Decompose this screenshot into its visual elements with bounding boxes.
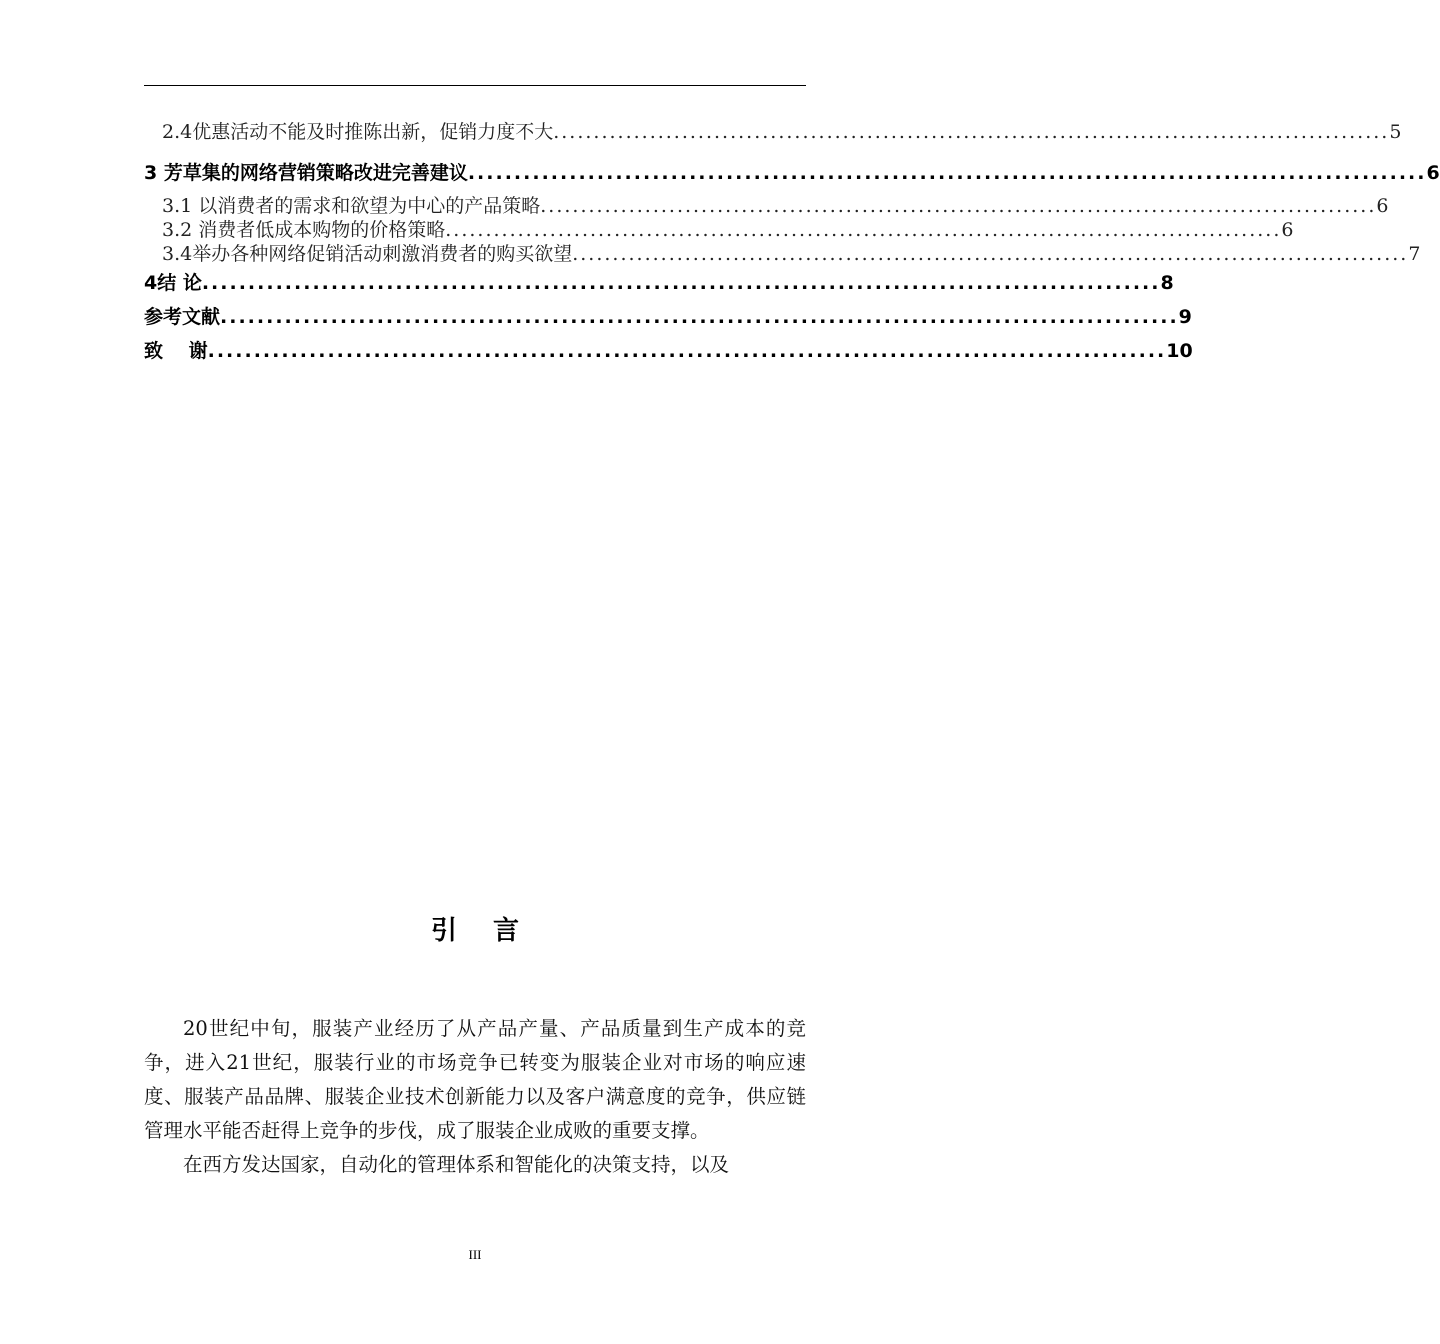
- toc-entry[interactable]: [144, 120, 1402, 144]
- toc-entry[interactable]: [144, 266, 1174, 300]
- section-heading: 引言: [430, 916, 555, 946]
- toc-entry-page: 5: [1389, 121, 1402, 143]
- toc-entry-page: 6: [1281, 219, 1294, 241]
- table-of-contents: [144, 120, 1440, 368]
- toc-entry-label: 3.4举办各种网络促销活动刺激消费者的购买欲望: [162, 243, 573, 265]
- page-number: III: [468, 1247, 482, 1262]
- toc-leader-dots: ........................................................................................................: [553, 121, 1390, 143]
- toc-leader-dots: ........................................................................................................: [467, 162, 1427, 184]
- toc-entry[interactable]: [144, 156, 1440, 190]
- toc-entry-page: 6: [1426, 162, 1440, 184]
- section-body: [144, 1012, 806, 1182]
- body-paragraph: 在西方发达国家，自动化的管理体系和智能化的决策支持，以及: [183, 1153, 730, 1176]
- toc-entry-label: 致 谢: [144, 340, 208, 362]
- toc-entry[interactable]: [144, 300, 1192, 334]
- toc-entry[interactable]: [144, 218, 1294, 242]
- toc-entry-label: 参考文献: [144, 306, 221, 328]
- toc-leader-dots: ........................................................................................................: [201, 272, 1161, 294]
- toc-entry-page: 8: [1160, 272, 1174, 294]
- toc-entry-label: 3.2 消费者低成本购物的价格策略: [162, 219, 446, 241]
- body-paragraph: 20世纪中旬，服装产业经历了从产品产量、产品质量到生产成本的竞争，进入21世纪，服装行业的市场竞争已转变为服装企业对市场的响应速度、服装产品品牌、服装企业技术创新能力以及客户满意度的竞争，供应链管理水平能否赶得上竞争的步伐，成了服装企业成败的重要支撑。: [144, 1017, 806, 1142]
- toc-entry-label: 3.1 以消费者的需求和欲望为中心的产品策略: [162, 195, 541, 217]
- toc-leader-dots: ........................................................................................................: [207, 340, 1167, 362]
- toc-leader-dots: ........................................................................................................: [220, 306, 1179, 328]
- toc-entry[interactable]: [144, 334, 1193, 368]
- toc-leader-dots: ........................................................................................................: [572, 243, 1409, 265]
- toc-entry-label: 3 芳草集的网络营销策略改进完善建议: [144, 162, 468, 184]
- toc-entry-page: 10: [1166, 340, 1193, 362]
- toc-leader-dots: ........................................................................................................: [540, 195, 1377, 217]
- toc-entry-page: 6: [1376, 195, 1389, 217]
- toc-entry-label: 2.4优惠活动不能及时推陈出新，促销力度不大: [162, 121, 554, 143]
- toc-leader-dots: ........................................................................................................: [445, 219, 1282, 241]
- toc-entry-page: 9: [1178, 306, 1192, 328]
- header-rule: [144, 85, 806, 86]
- toc-entry-label: 4结 论: [144, 272, 202, 294]
- toc-entry[interactable]: [144, 242, 1421, 266]
- toc-entry-page: 7: [1408, 243, 1421, 265]
- toc-entry[interactable]: [144, 194, 1389, 218]
